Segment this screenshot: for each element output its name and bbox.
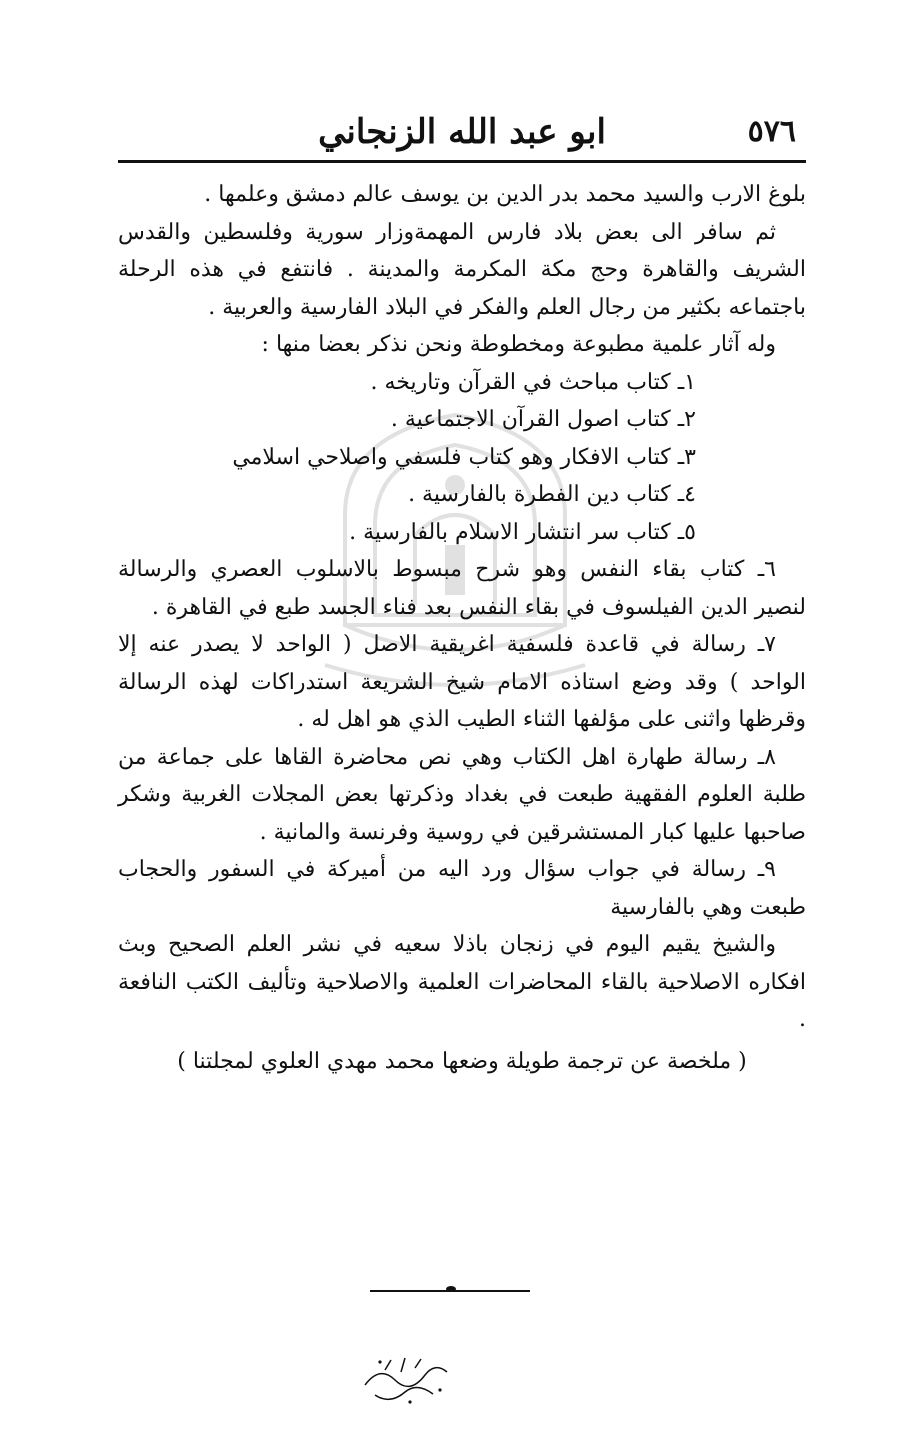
header-rule (118, 160, 806, 163)
closing-paragraph: والشيخ يقيم اليوم في زنجان باذلا سعيه في نشر العلم الصحيح وبث افكاره الاصلاحية بالقاء المحاضرات العلمية والاصلاحية وتأليف الكتب النافعة . (118, 932, 806, 1032)
work-item-3: ٣ـ كتاب الافكار وهو كتاب فلسفي واصلاحي اسلامي (232, 444, 696, 470)
work-item-7: ٧ـ رسالة في قاعدة فلسفية اغريقية الاصل ( الواحد لا يصدر عنه إلا الواحد ) وقد وضع استاذه الامام شيخ الشريعة استدراكات لهذه الرسالة وقرظها واثنى على مؤلفها الثناء الطيب الذي هو اهل له . (118, 632, 806, 732)
page-number: ٥٧٦ (747, 114, 796, 149)
work-item-5: ٥ـ كتاب سر انتشار الاسلام بالفارسية . (349, 519, 696, 545)
paragraph-2: ثم سافر الى بعض بلاد فارس المهمةوزار سورية وفلسطين والقدس الشريف والقاهرة وحج مكة المكرمة والمدينة . فانتفع في هذه الرحلة باجتماعه بكثير من رجال العلم والفكر في البلاد الفارسية والعربية . (118, 219, 806, 320)
article-body (118, 176, 806, 1080)
work-item-9: ٩ـ رسالة في جواب سؤال ورد اليه من أميركة في السفور والحجاب طبعت وهي بالفارسية (118, 857, 806, 920)
source-note: ( ملخصة عن ترجمة طويلة وضعها محمد مهدي العلوي لمجلتنا ) (177, 1048, 747, 1074)
end-rule-ornament (446, 1286, 456, 1292)
works-intro: وله آثار علمية مطبوعة ومخطوطة ونحن نذكر بعضا منها : (261, 332, 776, 357)
calligraphic-ornament-icon (355, 1350, 455, 1410)
work-item-2: ٢ـ كتاب اصول القرآن الاجتماعية . (390, 407, 696, 432)
work-item-8: ٨ـ رسالة طهارة اهل الكتاب وهي نص محاضرة القاها على جماعة من طلبة العلوم الفقهية طبعت في بغداد وذكرتها بعض المجلات الغربية وشكر صاحبها عليها كبار المستشرقين في روسية وفرنسة والمانية . (118, 744, 806, 845)
page-header (118, 108, 806, 158)
paragraph-1: بلوغ الارب والسيد محمد بدر الدين بن يوسف عالم دمشق وعلمها . (204, 182, 806, 207)
work-item-4: ٤ـ كتاب دين الفطرة بالفارسية . (408, 482, 696, 507)
running-title: ابو عبد الله الزنجاني (318, 112, 606, 152)
work-item-1: ١ـ كتاب مباحث في القرآن وتاريخه . (370, 369, 696, 395)
work-item-6: ٦ـ كتاب بقاء النفس وهو شرح مبسوط بالاسلوب العصري والرسالة لنصير الدين الفيلسوف في بقاء النفس بعد فناء الجسد طبع في القاهرة . (118, 557, 806, 620)
